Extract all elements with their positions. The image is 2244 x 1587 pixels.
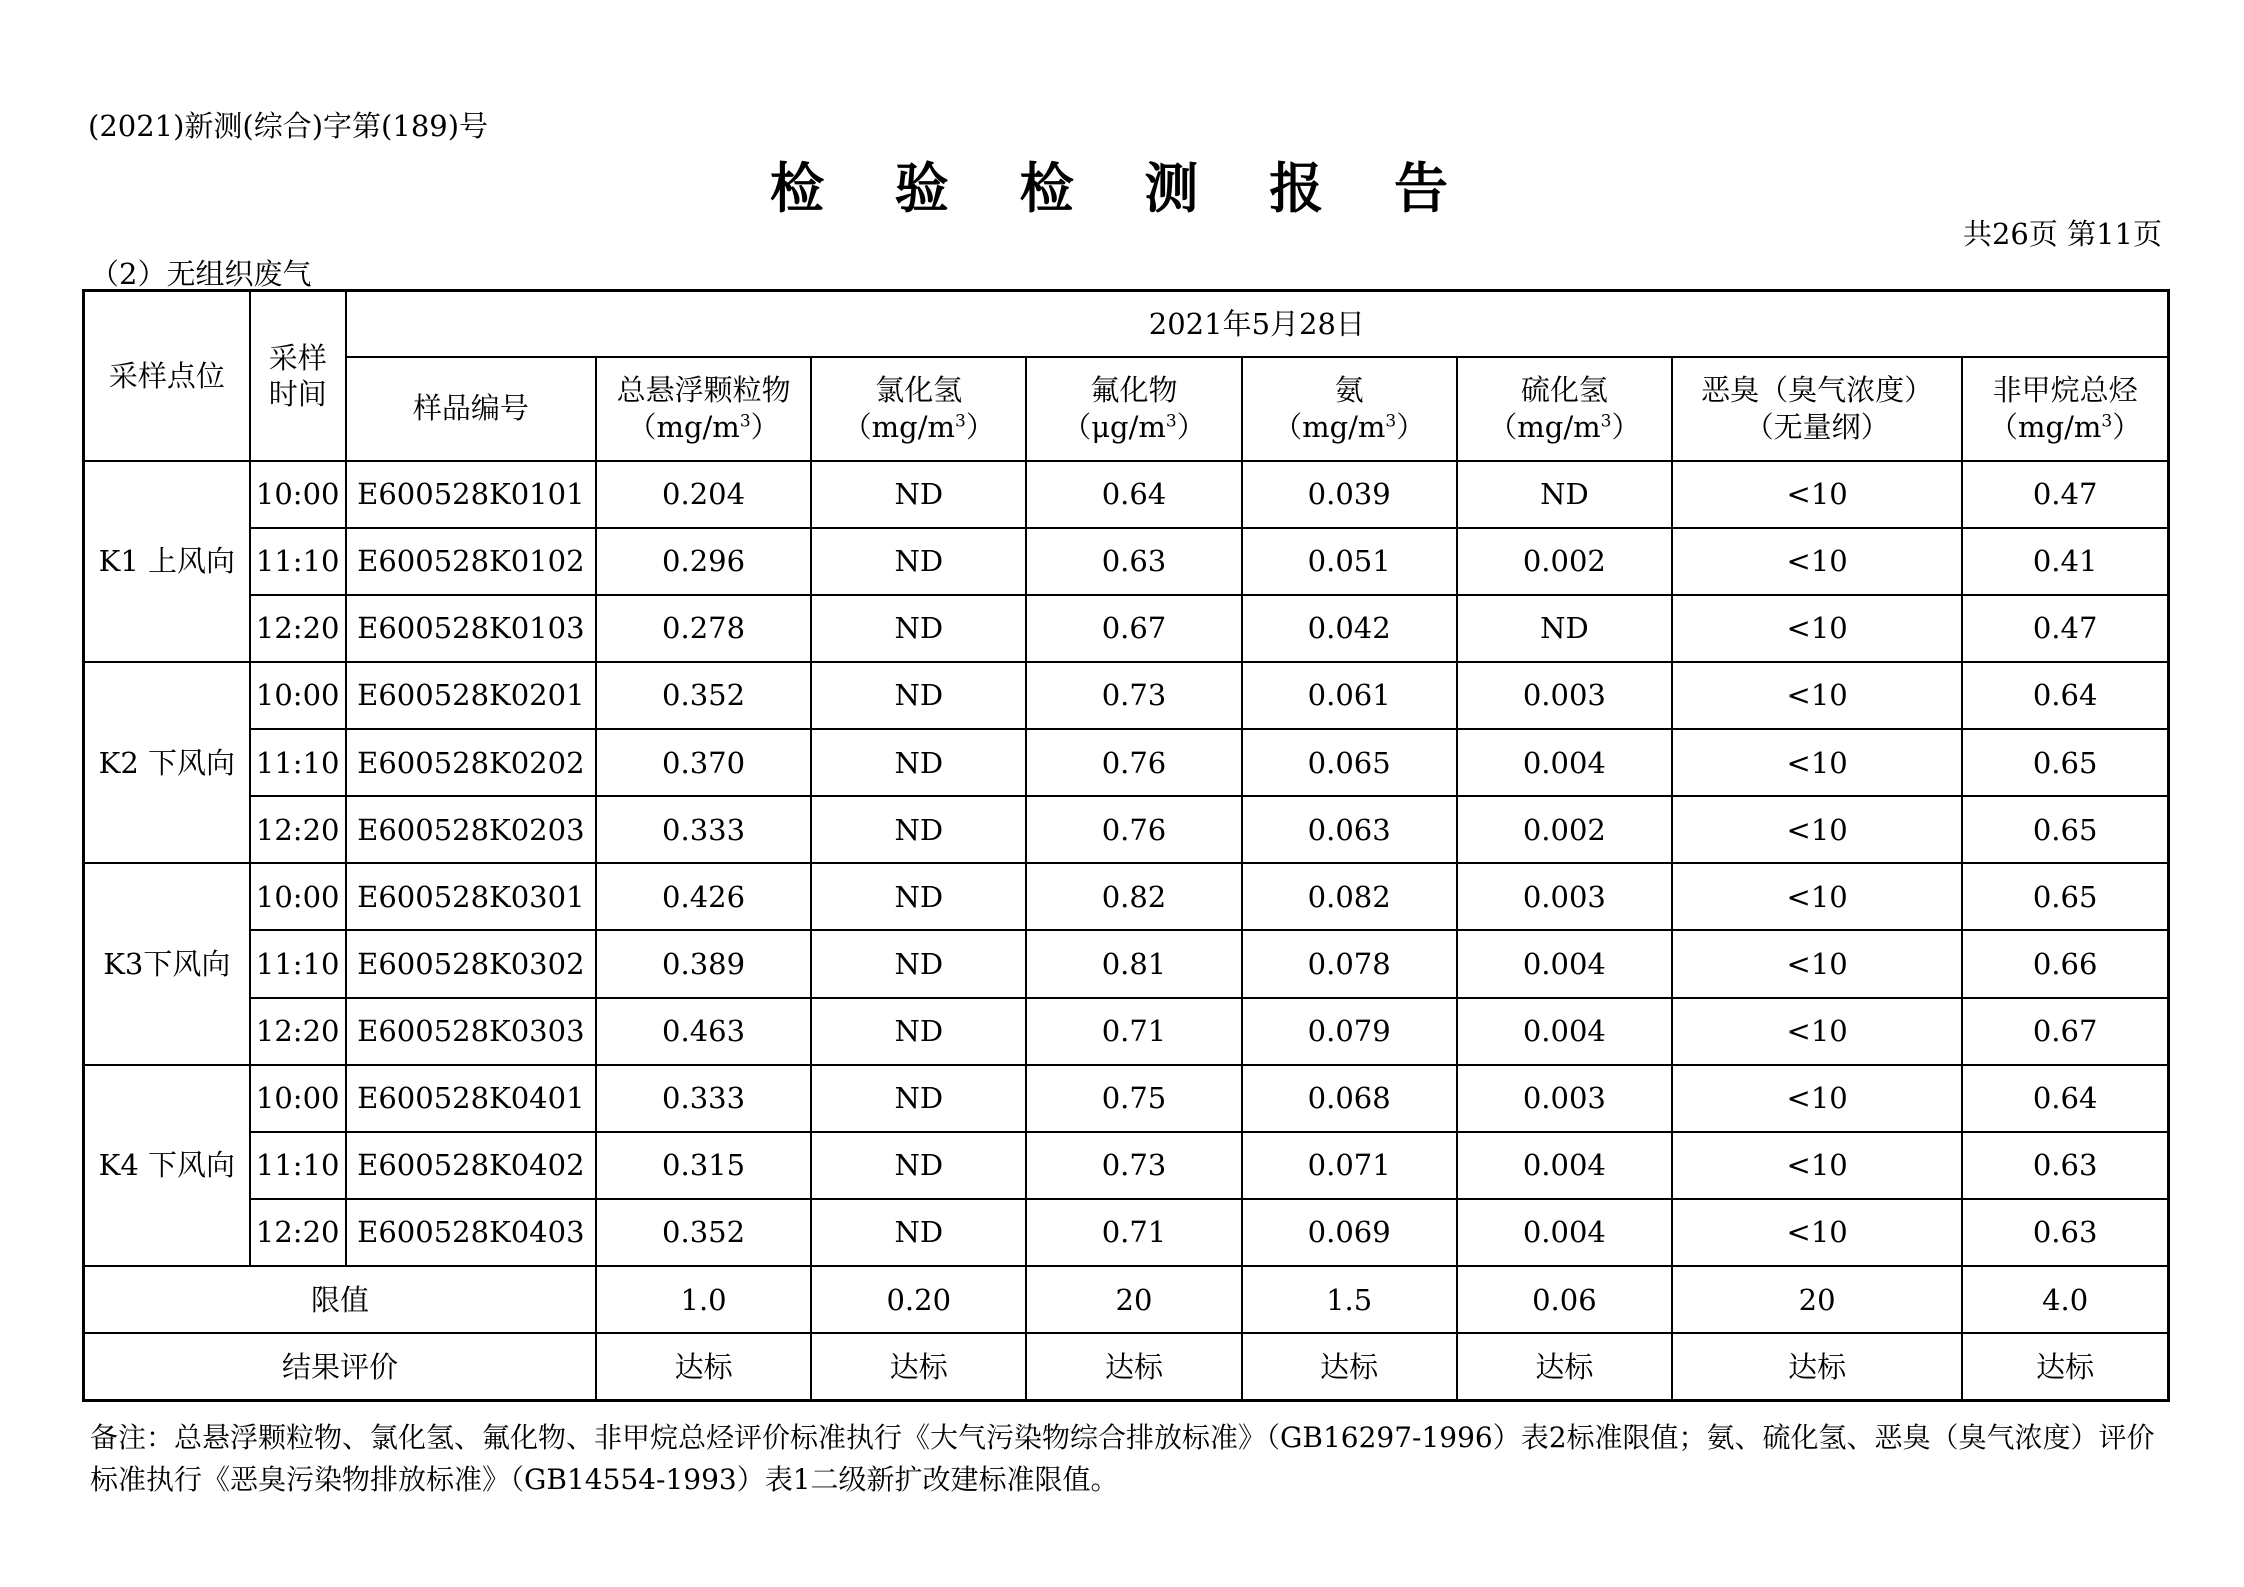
sampling-time: 11:10: [250, 1132, 346, 1199]
measurement-value: 0.73: [1026, 662, 1241, 729]
measurement-value: 0.76: [1026, 729, 1241, 796]
measurement-value: 0.73: [1026, 1132, 1241, 1199]
sampling-point: K3下风向: [84, 863, 250, 1064]
sample-id: E600528K0403: [346, 1199, 596, 1266]
pollutant-name: 氟化物: [1090, 373, 1178, 408]
unit-exponent: 3: [1385, 410, 1397, 431]
measurement-value: 0.370: [596, 729, 811, 796]
measurement-value: 0.463: [596, 998, 811, 1065]
measurement-value: 0.082: [1242, 863, 1457, 930]
evaluation-value: 达标: [596, 1333, 811, 1400]
measurement-value: ND: [811, 1199, 1026, 1266]
measurement-value: 0.051: [1242, 528, 1457, 595]
measurement-value: ND: [811, 1065, 1026, 1132]
header-pollutant: [1672, 357, 1962, 461]
sampling-time: 10:00: [250, 1065, 346, 1132]
measurement-value: 0.002: [1457, 796, 1672, 863]
unit-suffix: ）: [1396, 409, 1426, 444]
measurement-value: 0.063: [1242, 796, 1457, 863]
sampling-time: 10:00: [250, 863, 346, 930]
unit-exponent: 3: [1600, 410, 1612, 431]
header-pollutant: [1962, 357, 2168, 461]
measurement-value: ND: [811, 528, 1026, 595]
sample-id: E600528K0103: [346, 595, 596, 662]
table-row: [84, 930, 2169, 997]
pollutant-name: 氨: [1334, 373, 1364, 408]
measurement-value: 0.278: [596, 595, 811, 662]
measurement-value: 0.296: [596, 528, 811, 595]
measurement-value: <10: [1672, 1199, 1962, 1266]
measurement-value: 0.63: [1962, 1199, 2168, 1266]
sample-id: E600528K0401: [346, 1065, 596, 1132]
measurement-value: 0.426: [596, 863, 811, 930]
measurement-value: 0.352: [596, 1199, 811, 1266]
measurement-value: 0.65: [1962, 863, 2168, 930]
measurement-value: <10: [1672, 1065, 1962, 1132]
header-pollutant: [1242, 357, 1457, 461]
measurement-value: ND: [811, 930, 1026, 997]
measurement-value: <10: [1672, 1132, 1962, 1199]
pollutant-unit: [812, 409, 1025, 445]
sampling-time: 12:20: [250, 998, 346, 1065]
measurement-value: 0.065: [1242, 729, 1457, 796]
measurement-value: 0.71: [1026, 1199, 1241, 1266]
measurement-value: 0.71: [1026, 998, 1241, 1065]
measurement-value: <10: [1672, 930, 1962, 997]
measurement-value: 0.82: [1026, 863, 1241, 930]
sample-id: E600528K0302: [346, 930, 596, 997]
evaluation-label: 结果评价: [84, 1333, 596, 1400]
measurement-value: ND: [811, 1132, 1026, 1199]
table-row: [84, 595, 2169, 662]
measurement-value: 0.003: [1457, 863, 1672, 930]
measurement-value: 0.079: [1242, 998, 1457, 1065]
table-row: [84, 998, 2169, 1065]
measurement-value: 0.315: [596, 1132, 811, 1199]
limit-value: 1.0: [596, 1266, 811, 1333]
section-heading: （2）无组织废气: [90, 257, 312, 291]
measurement-value: 0.078: [1242, 930, 1457, 997]
sampling-time: 11:10: [250, 528, 346, 595]
sampling-time: 12:20: [250, 1199, 346, 1266]
pollutant-name: 非甲烷总烃: [1992, 373, 2138, 408]
unit-exponent: 3: [739, 410, 751, 431]
sample-id: E600528K0203: [346, 796, 596, 863]
measurement-value: ND: [811, 863, 1026, 930]
limit-value: 1.5: [1242, 1266, 1457, 1333]
measurement-value: 0.333: [596, 796, 811, 863]
pollutant-name: 恶臭（臭气浓度）: [1701, 373, 1934, 408]
table-row: [84, 1065, 2169, 1132]
measurement-value: 0.76: [1026, 796, 1241, 863]
measurement-value: 0.47: [1962, 461, 2168, 528]
sample-id: E600528K0102: [346, 528, 596, 595]
sample-id: E600528K0303: [346, 998, 596, 1065]
measurement-value: 0.042: [1242, 595, 1457, 662]
pollutant-unit: [1963, 409, 2167, 445]
header-pollutant: [1026, 357, 1241, 461]
measurement-value: ND: [1457, 595, 1672, 662]
pollutant-name: 硫化氢: [1520, 373, 1608, 408]
unit-suffix: ）: [965, 409, 995, 444]
measurement-value: 0.389: [596, 930, 811, 997]
measurement-value: ND: [1457, 461, 1672, 528]
sampling-point: K1 上风向: [84, 461, 250, 662]
measurement-value: 0.069: [1242, 1199, 1457, 1266]
measurement-value: 0.67: [1962, 998, 2168, 1065]
results-table: [82, 289, 2170, 1402]
measurement-value: 0.004: [1457, 1199, 1672, 1266]
remarks: 备注：总悬浮颗粒物、氯化氢、氟化物、非甲烷总烃评价标准执行《大气污染物综合排放标准》（GB16297-1996）表2标准限值；氨、硫化氢、恶臭（臭气浓度）评价标准执行《恶臭污染物排放标准》（GB14554-1993）表1二级新扩改建标准限值。: [90, 1421, 2155, 1496]
table-row: [84, 1132, 2169, 1199]
measurement-value: 0.81: [1026, 930, 1241, 997]
measurement-value: 0.63: [1026, 528, 1241, 595]
measurement-value: <10: [1672, 528, 1962, 595]
sample-id: E600528K0201: [346, 662, 596, 729]
measurement-value: 0.64: [1962, 662, 2168, 729]
unit-suffix: ）: [1611, 409, 1641, 444]
sampling-time: 11:10: [250, 729, 346, 796]
evaluation-value: 达标: [1242, 1333, 1457, 1400]
measurement-value: <10: [1672, 729, 1962, 796]
measurement-value: 0.004: [1457, 1132, 1672, 1199]
unit-prefix: （μg/m: [1062, 409, 1166, 444]
sampling-time: 12:20: [250, 595, 346, 662]
table-row: [84, 461, 2169, 528]
measurement-value: 0.004: [1457, 930, 1672, 997]
measurement-value: 0.068: [1242, 1065, 1457, 1132]
measurement-value: 0.66: [1962, 930, 2168, 997]
header-sampling-point: 采样点位: [84, 291, 250, 461]
measurement-value: 0.002: [1457, 528, 1672, 595]
measurement-value: 0.204: [596, 461, 811, 528]
pollutant-unit: [597, 409, 810, 445]
report-title: 检 验 检 测 报 告: [770, 157, 1474, 220]
measurement-value: ND: [811, 998, 1026, 1065]
evaluation-value: 达标: [1672, 1333, 1962, 1400]
measurement-value: 0.039: [1242, 461, 1457, 528]
sampling-time: 12:20: [250, 796, 346, 863]
measurement-value: 0.004: [1457, 998, 1672, 1065]
header-sample-id: 样品编号: [346, 357, 596, 461]
pollutant-unit: [1458, 409, 1671, 445]
evaluation-value: 达标: [811, 1333, 1026, 1400]
measurement-value: <10: [1672, 796, 1962, 863]
measurement-value: 0.352: [596, 662, 811, 729]
sample-id: E600528K0101: [346, 461, 596, 528]
header-pollutant: [596, 357, 811, 461]
unit-suffix: ）: [750, 409, 780, 444]
measurement-value: 0.64: [1962, 1065, 2168, 1132]
page-indicator: 共26页 第11页: [1962, 217, 2162, 251]
sampling-time: 10:00: [250, 461, 346, 528]
header-sampling-time: 采样时间: [250, 291, 346, 461]
unit-text: （无量纲）: [1744, 409, 1890, 444]
limit-value: 20: [1026, 1266, 1241, 1333]
measurement-value: 0.333: [596, 1065, 811, 1132]
unit-prefix: （mg/m: [1488, 409, 1601, 444]
unit-suffix: ）: [1176, 409, 1206, 444]
table-row: [84, 1199, 2169, 1266]
evaluation-value: 达标: [1457, 1333, 1672, 1400]
unit-prefix: （mg/m: [1273, 409, 1386, 444]
measurement-value: <10: [1672, 998, 1962, 1065]
limit-value: 0.20: [811, 1266, 1026, 1333]
unit-exponent: 3: [955, 410, 966, 431]
measurement-value: 0.004: [1457, 729, 1672, 796]
evaluation-value: 达标: [1962, 1333, 2168, 1400]
evaluation-value: 达标: [1026, 1333, 1241, 1400]
unit-prefix: （mg/m: [842, 409, 956, 444]
table-row: [84, 528, 2169, 595]
pollutant-unit: [1027, 409, 1240, 445]
measurement-value: <10: [1672, 863, 1962, 930]
measurement-value: 0.64: [1026, 461, 1241, 528]
measurement-value: 0.47: [1962, 595, 2168, 662]
measurement-value: 0.003: [1457, 1065, 1672, 1132]
measurement-value: ND: [811, 729, 1026, 796]
sampling-point: K2 下风向: [84, 662, 250, 863]
measurement-value: ND: [811, 796, 1026, 863]
pollutant-unit: [1673, 409, 1961, 445]
limit-value: 0.06: [1457, 1266, 1672, 1333]
measurement-value: 0.65: [1962, 729, 2168, 796]
pollutant-unit: [1243, 409, 1456, 445]
measurement-value: 0.63: [1962, 1132, 2168, 1199]
header-pollutant: [1457, 357, 1672, 461]
measurement-value: 0.41: [1962, 528, 2168, 595]
sample-id: E600528K0202: [346, 729, 596, 796]
table-row: [84, 796, 2169, 863]
sample-id: E600528K0301: [346, 863, 596, 930]
measurement-value: 0.67: [1026, 595, 1241, 662]
sampling-time: 11:10: [250, 930, 346, 997]
limit-row: [84, 1266, 2169, 1333]
measurement-value: 0.75: [1026, 1065, 1241, 1132]
unit-exponent: 3: [1165, 410, 1177, 431]
unit-suffix: ）: [2112, 409, 2142, 444]
limit-value: 20: [1672, 1266, 1962, 1333]
measurement-value: <10: [1672, 461, 1962, 528]
sampling-time: 10:00: [250, 662, 346, 729]
measurement-value: <10: [1672, 662, 1962, 729]
report-number: (2021)新测(综合)字第(189)号: [88, 109, 489, 143]
evaluation-row: [84, 1333, 2169, 1400]
measurement-value: ND: [811, 595, 1026, 662]
pollutant-name: 总悬浮颗粒物: [616, 373, 791, 408]
measurement-value: ND: [811, 461, 1026, 528]
measurement-value: <10: [1672, 595, 1962, 662]
measurement-value: 0.061: [1242, 662, 1457, 729]
header-pollutant: [811, 357, 1026, 461]
measurement-value: ND: [811, 662, 1026, 729]
table-row: [84, 729, 2169, 796]
unit-prefix: （mg/m: [627, 409, 740, 444]
table-row: [84, 863, 2169, 930]
pollutant-name: 氯化氢: [875, 373, 963, 408]
unit-prefix: （mg/m: [1989, 409, 2102, 444]
sampling-point: K4 下风向: [84, 1065, 250, 1266]
header-date: 2021年5月28日: [346, 291, 2169, 357]
table-row: [84, 662, 2169, 729]
measurement-value: 0.003: [1457, 662, 1672, 729]
measurement-value: 0.65: [1962, 796, 2168, 863]
unit-exponent: 3: [2101, 410, 2113, 431]
measurement-value: 0.071: [1242, 1132, 1457, 1199]
sample-id: E600528K0402: [346, 1132, 596, 1199]
limit-value: 4.0: [1962, 1266, 2168, 1333]
limit-label: 限值: [84, 1266, 596, 1333]
